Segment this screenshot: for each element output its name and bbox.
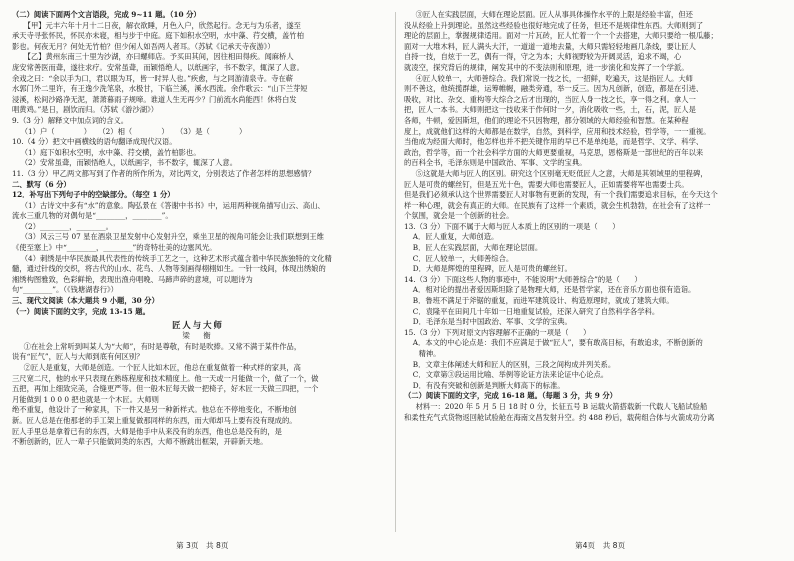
right-text-line: 14.（3 分）下面这些人物的事迹中，不能说明“大师善综合”的是（ ）: [404, 274, 642, 284]
left-page-column: [12, 10, 384, 525]
right-text-line: 则不善这，他统揽群雄，运筹帷幄，融类旁通，举一反三。因为凡创新，创造，都是在引进、: [404, 84, 704, 94]
right-text-line: B．文章主体阐述大师和匠人的区别，三段之间构成并列关系。: [412, 359, 616, 369]
right-text-line: 精神。: [418, 349, 441, 358]
left-text-line: 梁 衡: [182, 331, 214, 341]
left-text-line: ②匠人是重复，大师是创造。一个匠人比如木匠，他总在重复做着一种式样的家具，高: [23, 363, 301, 372]
left-text-line: （1）户（ ） （2）相（ ） （3）是（ ）: [20, 126, 247, 136]
right-text-line: ⑤这就是大师与匠人的区别。研究这个区别毫无贬低匠人之意，大师是其领域里的里程碑，: [415, 168, 708, 178]
right-text-line: ③匠人在实践层面，大师在理论层面。匠人从事具体操作水平的上限是经验丰富，但还: [415, 10, 693, 19]
right-text-line: 理论的层面上，掌握规律适用。面对一片瓦砖，匠人忙着一个一个去搭建，大师只要给一根瓜藤；: [404, 31, 718, 41]
right-text-line: 没从经验上升到理论。虽然这些经验也很好地完成了任务，但还不是规律性东西。大师则到了: [404, 20, 704, 30]
left-text-line: 月能做到 1 0 0 0 把也就是一个木匠。大师则: [12, 394, 159, 404]
left-text-line: ①在社会上常听到叫某人为“大师”，有时是尊敬，有时是吹捧。又常不满于某件作品，: [23, 341, 302, 351]
page-divider: [395, 12, 396, 532]
right-text-line: 吸收，对比、杂交、重构等大综合之后才出现的，当匠人身一技之长，享一得之利。拿人一: [404, 94, 696, 104]
right-text-line: A．本文的中心论点是：我们不应满足于做“匠人”，要有敢高目标，有敢追求，不断创新的: [412, 338, 703, 348]
right-text-line: （二）阅读下面的文字，完成 16-18 题。（每题 3 分，共 9 分）: [404, 391, 617, 401]
left-text-line: 匠人手里总是拿着已有的东西，大师是他手中从来没有的东西，他也总是没有的，是: [12, 426, 282, 436]
left-text-line: 新。匠人总是在他那老的手工架上重复做那同样的东西，而大师却马上要有没有现成的。: [12, 415, 297, 425]
left-text-line: 五把，再加上细致完美，合缝更严等。但一般木匠每天做一把椅子，好木匠一天做三四把，一个: [12, 384, 319, 394]
left-text-line: 10.（4 分）把文中画横线的语句翻译成现代汉语。: [12, 137, 177, 147]
left-text-line: 三、现代文阅读（本大题共 9 小题，30 分）: [12, 296, 159, 306]
right-text-line: D．大师是辉煌的里程碑，匠人是可贵的螺丝钉。: [412, 264, 572, 274]
page-number-right: 第4页 共 8页: [575, 541, 626, 550]
right-text-line: 的百科全书，毛泽东则是中国政治、军事、文学的宝典。: [404, 158, 587, 168]
page-number-left: 第 3页 共 8页: [176, 541, 229, 550]
right-text-line: 当他成为经面大师时，他怎样也并不把关键作用的早已不是单纯是，而是哲学、文学、科学、: [404, 137, 704, 147]
left-text-line: 绝不重复，他设计了一种家具，下一件又是另一种新样式。他总在不停地变化，不断地创: [12, 405, 297, 415]
left-text-line: 承天寺寻张怀民，怀民亦未寝，相与步于中庭。庭下如积水空明，水中藻、荇交横，盖竹柏: [12, 31, 304, 41]
left-text-line: 水郭门外二里许，有王逸少洗笔泉，水极甘，下临兰溪，溪水西流。余作歌云：“山下兰芽短: [12, 84, 308, 94]
left-text-line: （一）阅读下面的文字，完成 13-15 题。: [12, 306, 150, 316]
left-text-line: 影也。何夜无月？何处无竹柏？但少闲人如吾两人者耳。（苏轼《记承天寺夜游》）: [12, 41, 275, 51]
right-text-line: 样一种心理，就会有真正的大师。在民族有了这样一个素质，就会生机勃勃，在社会有了这样一: [404, 200, 711, 210]
right-text-line: D．有没有突破和创新是判断大师高下的标准。: [412, 380, 565, 390]
left-text-line: 【乙】黄州东南三十里为沙湖，亦曰螺师店。予买田其间，因往相田得疾。闻麻桥人: [23, 52, 294, 62]
right-text-line: 个氛围，就会是一个创新的社会。: [404, 211, 514, 221]
left-text-line: 12．补写出下列句子中的空缺部分。（每空 1 分）: [12, 190, 175, 200]
left-text-line: 余戏之曰：“余以手为口，君以眼为耳，皆一时异人也。”疾愈，与之同游清泉寺。寺在蕲: [12, 73, 294, 83]
left-text-line: （1）庭下如积水空明，水中藻、荇交横，盖竹柏影也。: [20, 147, 201, 157]
right-text-line: B．鲁班不满足于斧锯的重复，而进军建筑设计、构造原理时，就成了建筑大师。: [412, 296, 674, 306]
left-text-line: 髓，通过针线的交织，将古代的山水、花鸟、人物等刻画得栩栩如生。一针一线间，体现出绣娘的: [12, 264, 326, 274]
left-text-line: 《使至塞上》中“________，________”的奇特壮美的边塞风光。: [12, 243, 217, 253]
right-text-line: C．匠人较单一，大师善综合。: [412, 253, 514, 263]
right-text-line: 就凌空，探究背后的规律，阐发其中的不变法则和原理，进一步演化和发挥了一个学派。: [404, 62, 689, 72]
right-text-line: C．文章第③段运用比喻、举例等论证方法来论证中心论点。: [412, 370, 609, 380]
left-text-line: 9.（3 分）解释文中加点词的含义。: [12, 115, 129, 125]
left-text-line: （3）风云三号 07 星在酒泉卫星发射中心发射升空，乘坐卫星的视角可能会让我们联想到王维: [20, 232, 324, 242]
left-text-line: （2）________，________。: [20, 221, 113, 231]
right-text-line: 把，匠人一本书。大师则把这一技收来于作何时一夕，消化吸收一些，土，石，泥，匠人是: [404, 105, 696, 115]
left-text-line: 说有“匠气”，匠人与大师到底有何区别？: [12, 352, 144, 362]
right-text-line: C．袁隆平在田间几十年如一日地重复试验，还深入研究了自然科学各学科。: [412, 306, 660, 316]
left-text-line: 三尺宽二尺，他的水平只表现在熟练程度和技术精度上。他一天或一月能做一个，做了一个，做: [12, 373, 319, 383]
left-text-line: 流水三重几物的对偶句是“________，________”。: [12, 211, 173, 221]
right-text-line: 15.（3 分）下列对原文内容理解不正确的一项是（ ）: [404, 327, 591, 337]
right-text-line: 13.（3 分）下面不属于大师与匠人本质上的区别的一项是（ ）: [404, 221, 620, 231]
left-text-line: 湘绣构图雅致，色彩鲜艳，表现出渔舟唱晚、马蹄声碎的意境，可以题诗为: [12, 274, 253, 284]
right-text-line: 和柔性充气式货物返回舱试验舱在海南文昌发射升空。约 488 秒后，载荷组合体与火箭成功分离: [404, 412, 715, 422]
left-text-line: 浸溪，松间沙路净无泥，萧萧暮雨子规啼。谁道人生无再少？门前流水尚能西！休将白发: [12, 94, 297, 104]
right-text-line: B．匠人在实践层面，大师在理论层面。: [412, 243, 543, 253]
right-text-line: 度上，成就他们这样的大师都是在数学，自然，到科学，应用和技术经验，哲学等，一一重视。: [404, 126, 711, 136]
left-text-line: 匠人与大师: [172, 320, 224, 331]
right-text-line: 政治，哲学等，而一个社会科学方面的大师更要重视，马克思，恩格斯是一部世纪的百年以来: [404, 147, 704, 157]
right-text-line: D．毛泽东是当时中国政治、军事、文学的宝典。: [412, 317, 572, 327]
left-text-line: （1）古诗文中多有“水”的意象。陶弘景在《答谢中书书》中，运用两种视角描写山云、高山、: [20, 200, 325, 210]
right-text-line: 但是我们必须承认这个世界需要匠人对事物有更新的发现，有一个我们需要追求目标，在今天这个: [404, 190, 718, 200]
left-text-line: 庞安常善医而聋，遂往求疗。安常虽聋，而颖悟绝人，以纸画字，书不数字，辄深了人意。: [12, 62, 304, 72]
left-text-line: （4）刺绣是中华民族最具代表性的传统手工艺之一，这种艺术形式蕴含着中华民族独特的文化精: [20, 253, 332, 263]
right-text-line: A．匠人重复，大师创造。: [412, 232, 499, 242]
right-text-line: A．相对论的提出者爱因斯坦除了是物理大师，还是哲学家，还在音乐方面也很有造诣。: [412, 285, 696, 295]
right-text-line: 各师，牛顿，爱因斯坦，他们的理论不只因物理，都分领域的大师经验和智慧。在某种程: [404, 115, 689, 125]
left-text-line: 句“________”。（《钱塘湖春行》）: [12, 285, 118, 295]
left-text-line: 唱黄鸡。”是日，剧饮而归。（苏轼《游沙湖》）: [12, 105, 159, 115]
left-text-line: 不断创新的，匠人一辈子只能做同类的东西，大师不断跳出框架，开辟新天地。: [12, 437, 268, 447]
left-text-line: （2）安常虽聋，而颖悟绝人，以纸画字，书不数字，辄深了人意。: [20, 158, 237, 168]
left-text-line: 【甲】元丰六年十月十二日夜，解衣欲睡，月色入户，欣然起行。念无与为乐者，遂至: [23, 20, 301, 30]
right-text-line: ④匠人较单一，大师善综合。我们常说一技之长，一招鲜，吃遍天，这是指匠人。大师: [415, 73, 693, 83]
right-text-line: 材料一：2020 年 5 月 5 日 18 时 0 分，长征五号 B 运载火箭搭载新一代载人飞船试验船: [415, 401, 708, 411]
right-text-line: 自持一技，自炫于一艺，偶有一得，守之为本；大师视野较为开阔灵活，追求不竭，心: [404, 52, 682, 62]
left-text-line: 二、默写（6 分）: [12, 179, 71, 189]
left-text-line: 11.（3 分）甲乙两文都写到了作者的所作所为，对比两文，分别表达了作者怎样的思想感情？: [12, 168, 316, 178]
right-text-line: 匠人是可贵的螺丝钉，但是五光十色，需要大师也需要匠人，正如需要将军也需要士兵。: [404, 179, 689, 189]
right-page-column: [404, 10, 776, 525]
left-text-line: （二）阅读下面两个文言语段，完成 9~11 题。（10 分）: [12, 10, 201, 19]
right-text-line: 面对一大堆木料，匠人满头大汗，一道道一道地去量，大师只需轻轻地画几条线，要让匠人: [404, 41, 696, 51]
